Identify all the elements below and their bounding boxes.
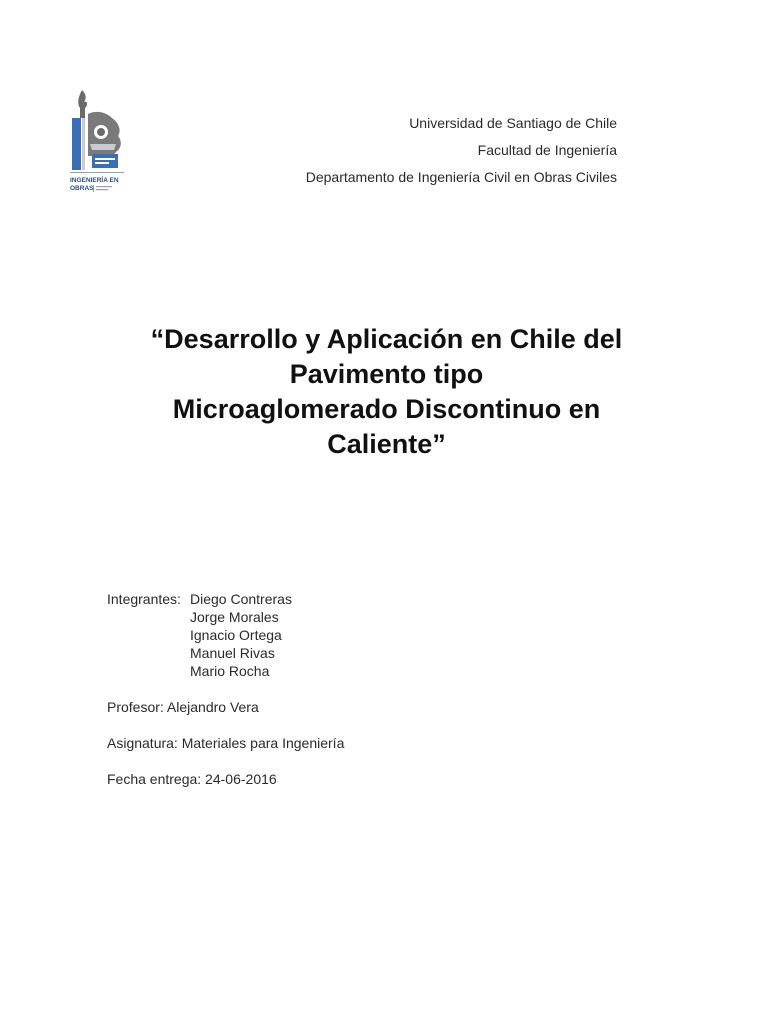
title-line: Pavimento tipo bbox=[289, 359, 484, 389]
svg-text:OBRAS: OBRAS bbox=[70, 185, 94, 192]
department-name: Departamento de Ingeniería Civil en Obras Civiles bbox=[305, 169, 617, 185]
members-label: Integrantes: bbox=[107, 591, 181, 607]
title-line: Microaglomerado Discontinuo en bbox=[172, 394, 601, 424]
title-line: “Desarrollo y Aplicación en Chile del bbox=[150, 324, 623, 354]
member-name: Ignacio Ortega bbox=[190, 627, 282, 643]
faculty-name: Facultad de Ingeniería bbox=[477, 142, 617, 158]
professor-line: Profesor: Alejandro Vera bbox=[107, 699, 259, 715]
due-date-line: Fecha entrega: 24-06-2016 bbox=[107, 771, 277, 787]
svg-text:INGENIERÍA EN: INGENIERÍA EN bbox=[70, 177, 119, 184]
document-info bbox=[107, 590, 344, 788]
member-name: Manuel Rivas bbox=[190, 645, 275, 661]
subject-line: Asignatura: Materiales para Ingeniería bbox=[107, 735, 345, 751]
university-logo bbox=[68, 88, 126, 198]
member-name: Mario Rocha bbox=[190, 663, 270, 679]
title-line: Caliente” bbox=[327, 429, 446, 459]
members-section bbox=[107, 590, 344, 680]
institution-header bbox=[250, 110, 617, 191]
member-name: Jorge Morales bbox=[190, 609, 279, 625]
member-name: Diego Contreras bbox=[190, 591, 292, 607]
university-name: Universidad de Santiago de Chile bbox=[409, 115, 617, 131]
document-title bbox=[94, 322, 679, 462]
members-list bbox=[190, 590, 292, 680]
